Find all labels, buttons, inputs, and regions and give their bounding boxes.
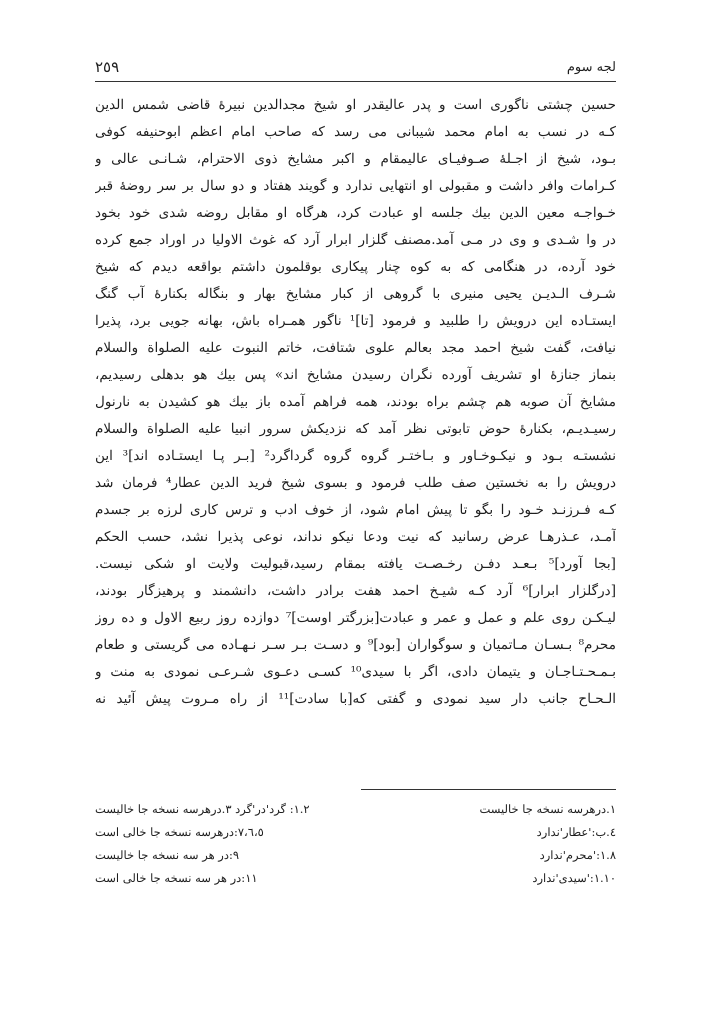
text-line: نیافت، گفت شیخ احمد مجد بعالم علوی شتافت، خاتم النبوت علیه الصلواة والسلام [95, 340, 616, 356]
text-line: خود آرده، در هنگامی که به کوه چنار پیکاری بوقلمون داشتم بواقعه دیدم که شیخ [95, 259, 616, 275]
text-line: لیـکـن روی علم و عمل و عمر و عبادت[بزرگتر اوست]⁷ دوازده روز ربیع الاول و ده روز [95, 610, 616, 626]
text-line: نشستـه بـود و نیکـوخـاور و بـاختـر گروه گروه گرداگرد² [بـر پـا ایستـاده اند]³ این [95, 448, 616, 464]
text-line: بـود، شیخ از اجـلهٔ صـوفیـای عالیمقام و اکبر مشایخ ذوی الاحترام، شـانـی عالی و [95, 151, 616, 167]
text-line: حسین چشتی ناگوری است و پدر عالیقدر او شیخ مجدالدین نبیرهٔ قاضی شمس الدین [95, 97, 616, 113]
footnote-divider [361, 789, 616, 790]
text-line: آمـد، عـذرهـا عرض رسانید که نیت ودعا نیکو نداند، نوعی پذیرا نشد، حسب الحکم [95, 529, 616, 545]
chapter-title: لجه سوم [566, 60, 616, 75]
footnote-left: ٩:در هر سه نسخه جا خالیست [95, 848, 240, 862]
text-line: [درگلزار ابرار]⁶ آرد کـه شیـخ احمد هفت برادر داشت، دانشمند و پرهیزگار بودند، [95, 583, 616, 599]
footnote-right: ١.٨:'محرم'ندارد [539, 848, 616, 862]
footnote-right: ١.١٠:'سیدی'ندارد [532, 871, 616, 885]
footnotes-block [95, 798, 616, 890]
footnote-row [95, 821, 616, 844]
footnote-right: ٤.ب:'عطار'ندارد [536, 825, 616, 839]
main-text-block [95, 92, 616, 713]
footnote-left: ٧،٦،٥:درهرسه نسخه جا خالی است [95, 825, 264, 839]
text-line: ایستـاده این درویش را طلبید و فرمود [تا]¹ ناگور همـراه باش، بهانه جویی برد، پذیرا [95, 313, 616, 329]
text-line: مشایخ آن صوبه هم چشم براه بودند، همه فراهم آمده باز بیك هو کشیدن به نارنول [95, 394, 616, 410]
page-number: ٢٥٩ [95, 58, 120, 76]
text-line: محرم⁸ بـسـان مـاتمیان و سوگواران [بود]⁹ و دسـت بـر سـر نـهـاده می گریستی و طعام [95, 637, 616, 653]
footnote-left: ١١:در هر سه نسخه جا خالی است [95, 871, 258, 885]
page-header [95, 58, 616, 80]
text-line: کـه فـرزنـد خـود را بگو تا پیش امام شود، از خوف ادب و ترس کاری لرزه بر جسدم [95, 502, 616, 518]
footnote-row [95, 844, 616, 867]
text-line: رسیـدیـم، بکنارهٔ حوض تابوتی نظر آمد که نزدیکش سرور انبیا علیه الصلواة والسلام [95, 421, 616, 437]
text-line: [بجا آورد]⁵ بـعـد دفـن رخـصـت یافته بمقام رسید،قبولیت ولایت او شکی نیست. [95, 556, 616, 572]
text-line: کـه در نسب به امام محمد شیبانی می رسد که صاحب امام اعظم ابوحنیفه کوفی [95, 124, 616, 140]
text-line: شـرف الـدیـن یحیی منیری با گروهی از کبار مشایخ بهار و بنگاله بکنارهٔ آب گنگ [95, 286, 616, 302]
text-line: بنماز جنازهٔ او تشریف آورده نگران رسیدن مشایخ اند» پس بیك هو بدهلی رسیدیم، [95, 367, 616, 383]
text-line: الـحـاح جانب دار سید نمودی و گفتی که[با سادت]¹¹ از راه مـروت پیش آئید نه [95, 691, 616, 707]
text-line: بـمـحـتـاجـان و یتیمان دادی، اگر با سیدی¹⁰ کسـی دعـوی شـرعـی نمودی به منت و [95, 664, 616, 680]
text-line: در وا شـدی و وی در مـی آمد.مصنف گلزار ابرار آرد که غوث الاولیا در اوراد جمع کرده [95, 232, 616, 248]
footnote-row [95, 798, 616, 821]
footnote-right: ١.درهرسه نسخه جا خالیست [479, 802, 616, 816]
footnote-left: ١.٢: گرد'در'گرد ٣.درهرسه نسخه جا خالیست [95, 802, 310, 816]
text-line: کـرامات وافر داشت و مقبولی او انتهایی ندارد و گویند هفتاد و دو سال بر سر روضهٔ قبر [95, 178, 616, 194]
footnote-row [95, 867, 616, 890]
text-line: خـواجـه معین الدین بیك جلسه او عبادت کرد، هرگاه او مقابل روضه شدی خود بخود [95, 205, 616, 221]
header-divider [95, 81, 616, 82]
text-line: درویش را به نخستین صف طلب فرمود و بسوی شیخ فرید الدین عطار⁴ فرمان شد [95, 475, 616, 491]
